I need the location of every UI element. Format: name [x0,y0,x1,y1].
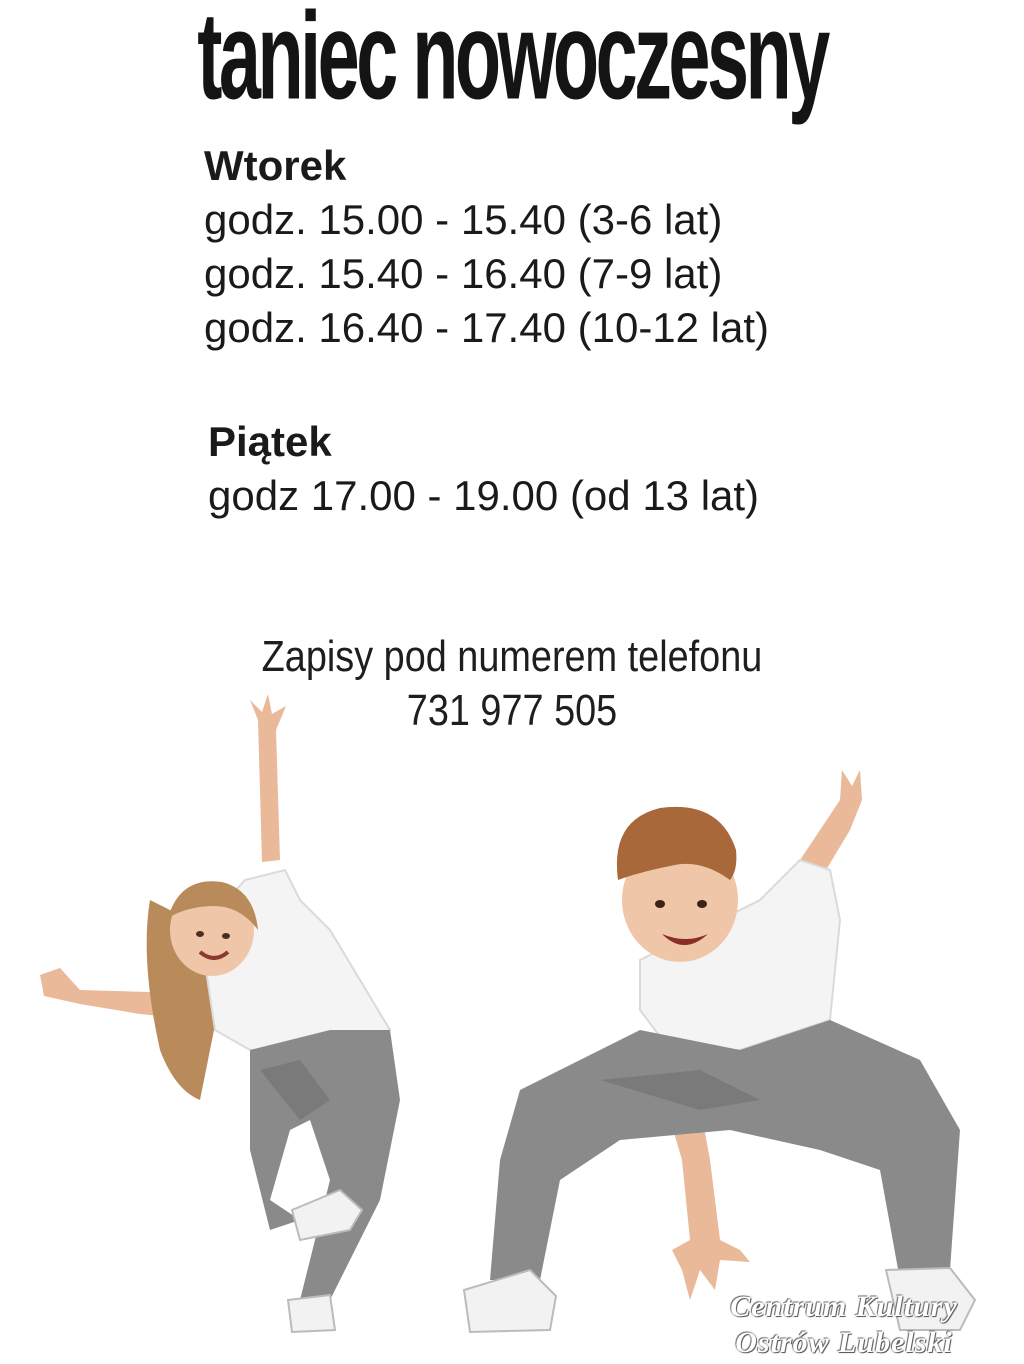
phone-number: 731 977 505 [406,686,618,735]
dancing-girl-illustration [40,694,400,1332]
watermark-line-2: Ostrów Lubelski [735,1326,953,1359]
schedule-line: godz. 15.00 - 15.40 (3-6 lat) [204,196,723,243]
watermark-line-1: Centrum Kultury [730,1290,958,1323]
dancing-boy-illustration [464,770,975,1332]
poster-title: taniec nowoczesny [197,0,827,126]
signup-text: Zapisy pod numerem telefonu [261,632,763,681]
schedule-line: godz. 15.40 - 16.40 (7-9 lat) [204,250,723,297]
dancing-children-photo [0,690,1024,1364]
day-heading-friday: Piątek [208,418,332,465]
schedule-line: godz 17.00 - 19.00 (od 13 lat) [208,472,760,519]
schedule-line: godz. 16.40 - 17.40 (10-12 lat) [204,304,770,351]
day-heading-tuesday: Wtorek [204,142,347,189]
